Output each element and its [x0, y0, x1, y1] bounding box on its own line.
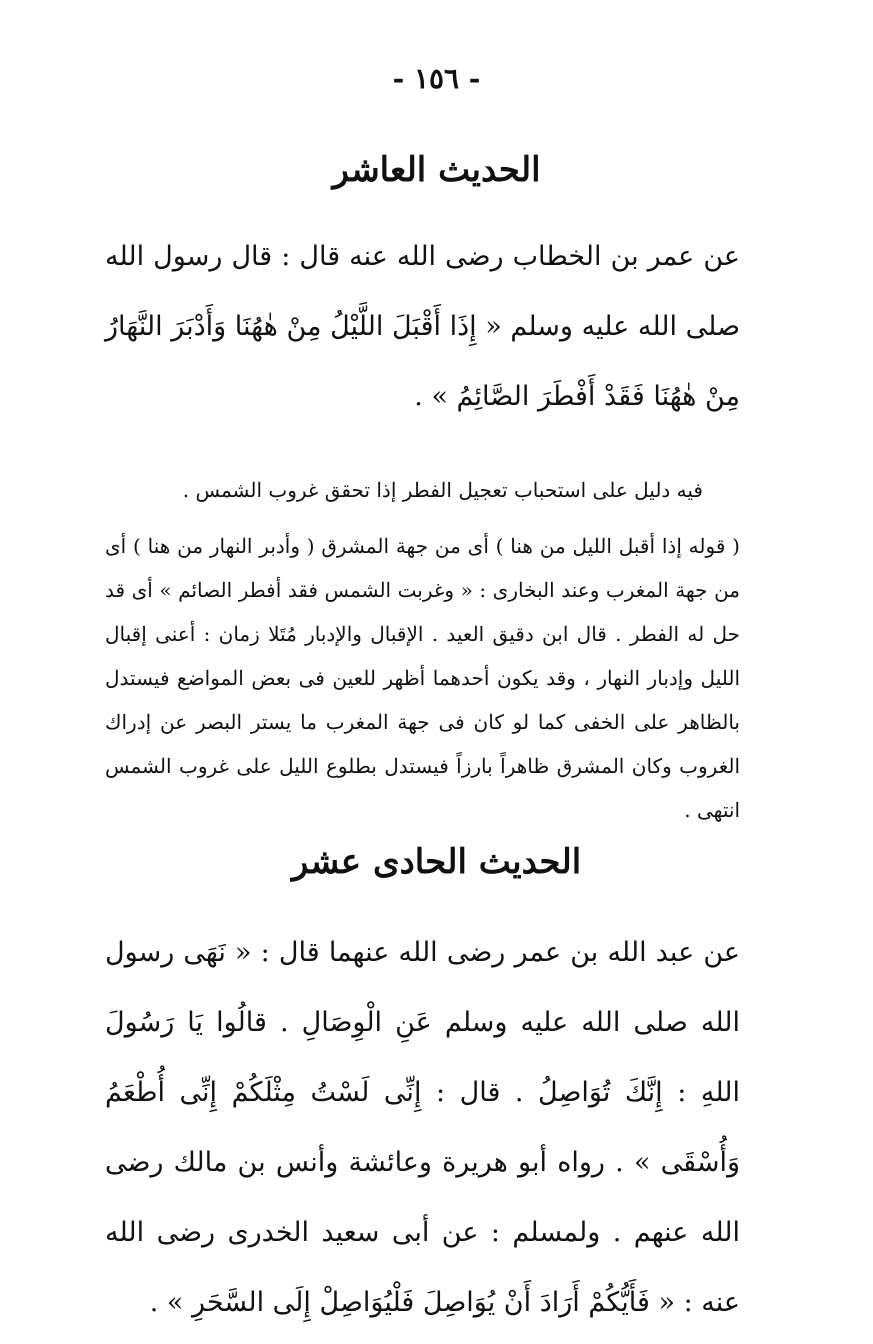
- hadith-10-commentary: ( قوله إذا أقبل الليل من هنا ) أى من جهة المشرق ( وأدبر النهار من هنا ) أى من جهة المغرب وعند البخارى : « وغربت الشمس فقد أفطر الصائم » أى قد حل له الفطر . قال ابن دقيق العيد . الإقبال والإدبار مُتَلا زمان : أعنى إقبال الليل وإدبار النهار ، وقد يكون أحدهما أظهر للعين فى بعض المواضع فيستدل بالظاهر على الخفى كما لو كان فى جهة المغرب ما يستر البصر عن إدراك الغروب وكان المشرق ظاهراً بارزاً فيستدل بطلوع الليل على غروب الشمس انتهى .: [105, 534, 740, 822]
- hadith-10-note: فيه دليل على استحباب تعجيل الفطر إذا تحقق غروب الشمس .: [182, 478, 703, 502]
- heading-hadith-10: الحديث العاشر: [332, 150, 541, 190]
- hadith-10-text: عن عمر بن الخطاب رضى الله عنه قال : قال رسول الله صلى الله عليه وسلم « إِذَا أَقْبَلَ اللَّيْلُ مِنْ هٰهُنَا وَأَدْبَرَ النَّهَارُ مِنْ هٰهُنَا فَقَدْ أَفْطَرَ الصَّائِمُ » .: [105, 241, 740, 412]
- heading-hadith-11: الحديث الحادى عشر: [291, 842, 582, 882]
- page-number: - ١٥٦ -: [392, 62, 481, 95]
- hadith-11-text: عن عبد الله بن عمر رضى الله عنهما قال : « نَهَى رسول الله صلى الله عليه وسلم عَنِ الْوِصَالِ . قالُوا يَا رَسُولَ اللهِ : إِنَّكَ تُوَاصِلُ . قال : إِنِّى لَسْتُ مِثْلَكُمْ إِنِّى أُطْعَمُ وَأُسْقَى » . رواه أبو هريرة وعائشة وأنس بن مالك رضى الله عنهم . ولمسلم : عن أبى سعيد الخدرى رضى الله عنه : « فَأَيُّكُمْ أَرَادَ أَنْ يُوَاصِلَ فَلْيُوَاصِلْ إِلَى السَّحَرِ » .: [105, 937, 740, 1318]
